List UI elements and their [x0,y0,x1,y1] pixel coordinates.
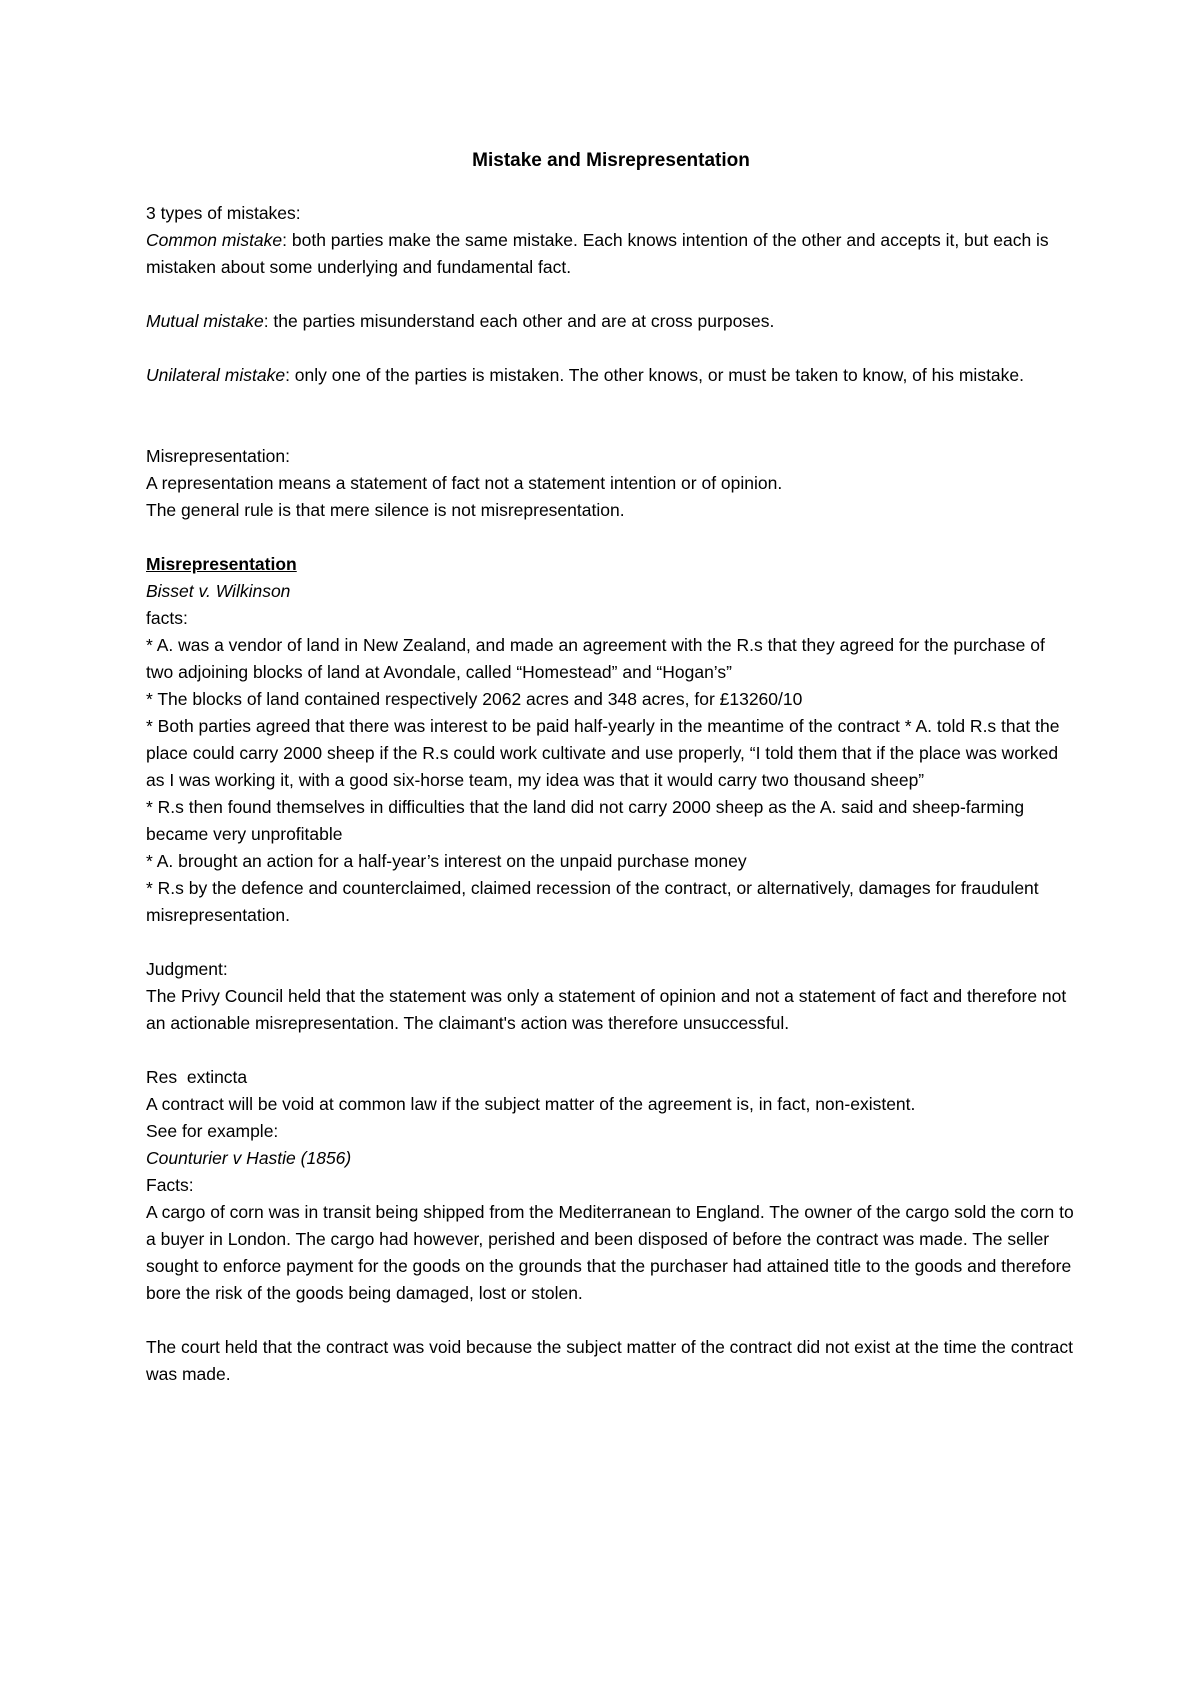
common-mistake-term: Common mistake [146,230,283,250]
fact-item: * A. brought an action for a half-year’s interest on the unpaid purchase money [146,851,747,871]
see-example-label: See for example: [146,1121,279,1141]
res-extincta-text: A contract will be void at common law if the subject matter of the agreement is, in fact, non-existent. [146,1094,916,1114]
judgment-text: The Privy Council held that the statement was only a statement of opinion and not a statement of fact and therefore not an actionable misrepresentation. The claimant's action was therefore unsuccessful. [146,986,1067,1033]
unilateral-mistake-paragraph [146,362,1076,389]
case2-facts-text: A cargo of corn was in transit being shipped from the Mediterranean to England. The owner of the cargo sold the corn to a buyer in London. The cargo had however, perished and been disposed of before the contract was made. The seller sought to enforce payment for the goods on the grounds that the purchaser had attained title to the goods and therefore bore the risk of the goods being damaged, lost or stolen. [146,1202,1074,1303]
fact-item: * R.s then found themselves in difficulties that the land did not carry 2000 sheep as the A. said and sheep-farming became very unprofitable [146,797,1025,844]
fact-item: * A. was a vendor of land in New Zealand, and made an agreement with the R.s that they agreed for the purchase of two adjoining blocks of land at Avondale, called “Homestead” and “Hogan’s” [146,635,1045,682]
document-body [146,147,1076,1388]
common-mistake-paragraph [146,227,1076,281]
unilateral-mistake-text: : only one of the parties is mistaken. The other knows, or must be taken to know, of his mistake. [285,365,1025,385]
fact-item: * R.s by the defence and counterclaimed, claimed recession of the contract, or alternatively, damages for fraudulent misrepresentation. [146,878,1039,925]
misrepresentation-definition: A representation means a statement of fact not a statement intention or of opinion. [146,473,783,493]
misrepresentation-rule: The general rule is that mere silence is not misrepresentation. [146,500,625,520]
misrepresentation-heading: Misrepresentation [146,554,297,574]
document-title: Mistake and Misrepresentation [472,150,750,171]
case2-held-text: The court held that the contract was void because the subject matter of the contract did not exist at the time the contract was made. [146,1337,1074,1384]
judgment-label: Judgment: [146,959,228,979]
common-mistake-text: : both parties make the same mistake. Each knows intention of the other and accepts it, but each is mistaken about some underlying and fundamental fact. [146,230,1049,277]
mutual-mistake-text: : the parties misunderstand each other and are at cross purposes. [263,311,775,331]
misrepresentation-label: Misrepresentation: [146,446,290,466]
mutual-mistake-paragraph [146,308,1076,335]
fact-item: * Both parties agreed that there was interest to be paid half-yearly in the meantime of the contract * A. told R.s that the place could carry 2000 sheep if the R.s could work cultivate and use properly, “I told them that if the place was worked as I was working it, with a good six-horse team, my idea was that it would carry two thousand sheep” [146,716,1060,790]
case-name-bisset: Bisset v. Wilkinson [146,581,291,601]
mutual-mistake-term: Mutual mistake [146,311,264,331]
res-extincta-label: Res extincta [146,1067,248,1087]
case2-facts-label: Facts: [146,1175,194,1195]
fact-item: * The blocks of land contained respectively 2062 acres and 348 acres, for £13260/10 [146,689,803,709]
mistake-types-intro: 3 types of mistakes: [146,203,301,223]
unilateral-mistake-term: Unilateral mistake [146,365,286,385]
case-name-couturier: Counturier v Hastie (1856) [146,1148,352,1168]
facts-label: facts: [146,608,188,628]
